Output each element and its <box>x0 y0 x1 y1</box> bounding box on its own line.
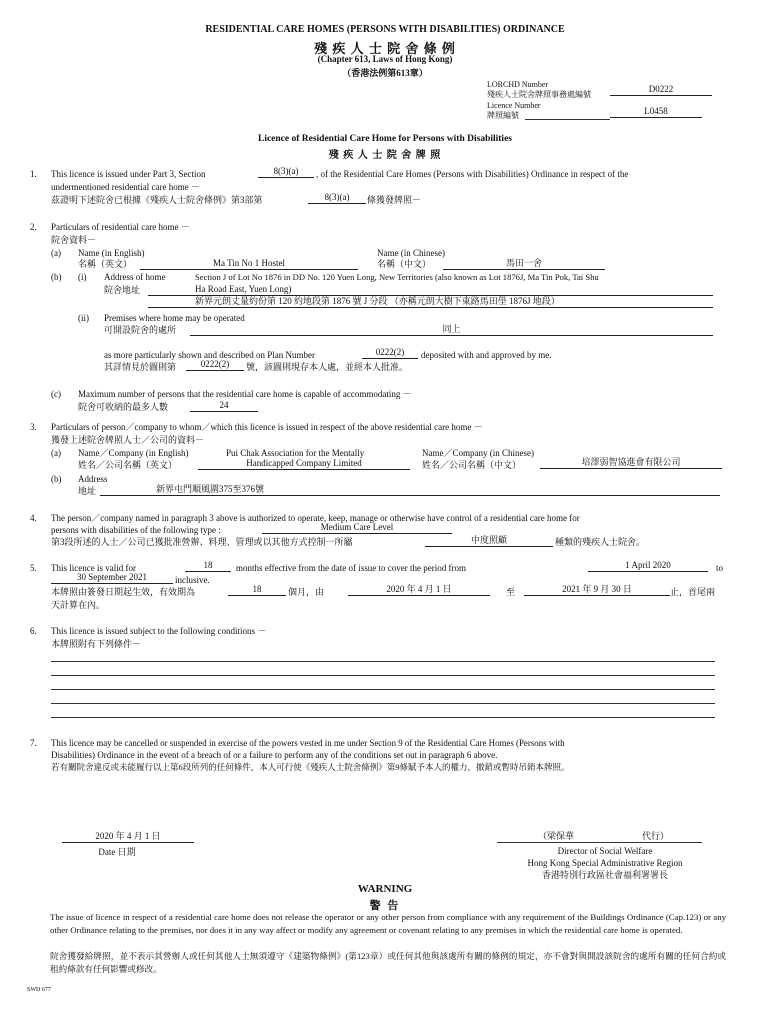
plan-text-b: deposited with and approved by me. <box>421 350 552 360</box>
signer-title-1: Director of Social Welfare <box>557 846 653 856</box>
operator-name-zh-label: Name／Company (in Chinese) <box>422 448 534 458</box>
operator-name-en-label-zh: 姓名／公司名稱（英文） <box>78 460 178 470</box>
home-address-label: Address of home <box>104 272 166 282</box>
validity-from: 1 April 2020 <box>588 560 708 572</box>
s1-text-zh-b: 條獲發牌照－ <box>367 195 422 205</box>
operator-address: 新界屯門順風圍375至376號 <box>100 484 720 496</box>
validity-months: 18 <box>185 560 231 572</box>
s1-text-zh-a: 茲證明下述院舍已根據《殘疾人士院舍條例》第3部第 <box>51 195 263 205</box>
s7-line2: Disabilities) Ordinance in the event of a breach of or a failure to perform any of the conditions set out in paragraph 6 above. <box>51 750 498 760</box>
ordinance-title-en: RESIDENTIAL CARE HOMES (PERSONS WITH DISABILITIES) ORDINANCE <box>205 24 565 35</box>
condition-line <box>51 661 715 662</box>
s2b-label: (b) <box>51 272 62 282</box>
operator-name-en-line2: Handicapped Company Limited <box>198 458 410 470</box>
operator-name-en-label: Name／Company (in English) <box>78 448 189 458</box>
chapter-en: (Chapter 613, Laws of Hong Kong) <box>317 54 453 64</box>
s1-text-b: , of the Residential Care Homes (Persons with Disabilities) Ordinance in respect of the <box>316 169 629 179</box>
s5-text-a: This licence is valid for <box>51 563 136 573</box>
s4-zh-b: 種類的殘疾人士院舍。 <box>555 537 646 547</box>
s5-zh-to: 至 <box>506 587 516 597</box>
section-2-number: 2. <box>30 222 37 232</box>
s1-section: 8(3)(a) <box>258 166 314 178</box>
section-4-number: 4. <box>30 513 37 523</box>
operator-address-label: Address <box>78 474 108 484</box>
warning-title-zh: 警 告 <box>369 900 401 912</box>
section-1-number: 1. <box>30 169 37 179</box>
section-7-number: 7. <box>30 738 37 748</box>
operator-address-label-zh: 地址 <box>78 486 97 496</box>
home-address-line1: Section J of Lot No 1876 in DD No. 120 Yuen Long, New Territories (also known as Lot 1876J, Ma Tin Pok, Tai Shu <box>195 272 599 282</box>
home-address-label-zh: 院舍地址 <box>104 285 141 295</box>
condition-line <box>51 717 715 718</box>
s4-zh-a: 第3段所述的人士／公司已獲批准營辦、料理、管理或以其他方式控制一所屬 <box>51 537 353 547</box>
s3b-label: (b) <box>51 474 62 484</box>
home-name-en-label: Name (in English) <box>78 248 145 258</box>
s1-text-a: This licence is issued under Part 3, Section <box>51 169 206 179</box>
s7-zh: 若有關院舍違反或未能履行以上第6段所列的任何條件，本人可行使《殘疾人士院舍條例》第9條賦予本人的權力，撤銷或暫時吊銷本牌照。 <box>51 762 570 772</box>
ordinance-title-zh: 殘 疾 人 士 院 舍 條 例 <box>314 41 456 56</box>
lorchd-label-en: LORCHD Number <box>487 80 549 89</box>
s4-line1: The person／company named in paragraph 3 above is authorized to operate, keep, manage or otherwise have control of a residential care home for <box>51 513 580 523</box>
plan-number: 0222(2) <box>362 347 418 359</box>
s3a-label: (a) <box>51 448 61 458</box>
max-persons-label-zh: 院舍可收納的最多人數 <box>78 402 169 412</box>
lorchd-label-zh: 殘疾人士院舍牌照事務處編號 <box>487 90 591 99</box>
plan-text-zh-a: 其詳情見於圖則第 <box>104 362 177 372</box>
s5-zh-a: 本牌照由簽發日期起生效，有效期為 <box>51 587 196 597</box>
home-name-en-label-zh: 名稱（英文） <box>78 259 133 269</box>
home-name-zh: 馬田一舍 <box>443 258 605 270</box>
plan-text-zh-b: 號，該圖則現存本人處，並經本人批准。 <box>246 362 409 372</box>
validity-months-zh: 18 <box>228 584 286 596</box>
condition-line <box>51 703 715 704</box>
s2-title-zh: 院舍資料－ <box>51 235 97 245</box>
signer-name: （梁保華 <box>538 831 575 841</box>
validity-until-zh: 2021 年 9 月 30 日 <box>524 584 670 596</box>
warning-text-en: The issue of licence in respect of a residential care home does not release the operator or any other person from compliance with any requirement of the Buildings Ordinance (Cap.123) or any other Ordinance relating to the premises, nor does it in any way affect or modify any agreement or covenant relating to any premises in which the residential care home is operated. <box>50 912 726 935</box>
issue-date-label: Date 日期 <box>98 847 136 857</box>
s2bii-label: (ii) <box>78 313 89 323</box>
section-5-number: 5. <box>30 563 37 573</box>
section-3-number: 3. <box>30 422 37 432</box>
signer-title-3: 香港特別行政區社會福利署署長 <box>541 870 668 880</box>
s2bi-label: (i) <box>78 272 87 282</box>
condition-line <box>51 689 715 690</box>
s3-title-zh: 獲發上述院舍牌照人士／公司的資料－ <box>51 435 205 445</box>
home-address-line2: Ha Road East, Yuen Long) <box>148 284 713 296</box>
home-name-zh-label-zh: 名稱（中文） <box>377 259 432 269</box>
premises-label: Premises where home may be operated <box>104 313 245 323</box>
s7-line1: This licence may be cancelled or suspended in exercise of the powers vested in me under Section 9 of the Residential Care Homes (Persons with <box>51 738 565 748</box>
section-6-number: 6. <box>30 626 37 636</box>
plan-number-zh: 0222(2) <box>186 359 244 371</box>
s5-text-b: months effective from the date of issue to cover the period from <box>236 563 467 573</box>
s6-title: This licence is issued subject to the following conditions － <box>51 626 267 636</box>
s5-inclusive: inclusive. <box>175 575 210 585</box>
s2-title: Particulars of residential care home － <box>51 222 190 232</box>
s1-text-c: undermentioned residential care home － <box>51 182 200 192</box>
chapter-zh: （香港法例第613章） <box>342 68 428 78</box>
licence-number-rule <box>525 119 610 120</box>
s5-zh-d: 天計算在內。 <box>51 600 106 610</box>
care-type-zh: 中度照顧 <box>425 535 553 547</box>
licence-title-en: Licence of Residential Care Home for Persons with Disabilities <box>257 134 512 144</box>
licence-number: L0458 <box>610 106 702 118</box>
premises-label-zh: 可開設院舍的處所 <box>104 325 177 335</box>
issue-date: 2020 年 4 月 1 日 <box>62 831 194 843</box>
s4-line2: persons with disabilities of the following type : <box>51 525 221 535</box>
s5-zh-b: 個月，由 <box>288 587 325 597</box>
form-code: SWD 677 <box>27 987 51 993</box>
validity-from-zh: 2020 年 4 月 1 日 <box>348 584 490 596</box>
warning-text-zh: 院舍獲發給牌照，並不表示其營辦人或任何其他人士無須遵守《建築物條例》(第123章）或任何其他與該處所有關的條例的規定，亦不會對與開設該院舍的處所有關的任何合約或租約條款有任何影響或修改。 <box>50 951 726 974</box>
validity-until: 30 September 2021 <box>51 572 173 584</box>
home-name-zh-label: Name (in Chinese) <box>377 248 445 258</box>
s5-to: to <box>716 563 724 573</box>
operator-name-zh: 培澤弱智協進會有限公司 <box>540 457 722 469</box>
s2a-label: (a) <box>51 248 61 258</box>
licence-label-zh: 牌照編號 <box>487 111 519 120</box>
premises-value: 同上 <box>190 324 713 336</box>
s5-zh-c: 止，首尾兩 <box>670 587 716 597</box>
operator-name-zh-label-zh: 姓名／公司名稱（中文） <box>422 460 522 470</box>
max-persons-label: Maximum number of persons that the residential care home is capable of accommodating － <box>78 389 412 399</box>
licence-label-en: Licence Number <box>487 101 541 110</box>
signature-line <box>497 842 702 843</box>
lorchd-number: D0222 <box>610 84 712 96</box>
signer-title-2: Hong Kong Special Administrative Region <box>527 858 683 868</box>
signer-for: 代行） <box>642 831 670 841</box>
s3-title: Particulars of person／company to whom／which this licence is issued in respect of the above residential care home － <box>51 422 483 432</box>
condition-line <box>51 675 715 676</box>
s1-section-zh: 8(3)(a) <box>308 192 366 204</box>
licence-title-zh: 殘 疾 人 士 院 舍 牌 照 <box>328 150 442 161</box>
max-persons-value: 24 <box>190 400 258 412</box>
s2c-label: (c) <box>51 389 61 399</box>
home-name-en: Ma Tin No 1 Hostel <box>140 258 358 270</box>
plan-text-a: as more particularly shown and described on Plan Number <box>104 350 315 360</box>
operator-name-en-line1: Pui Chak Association for the Mentally <box>226 448 365 458</box>
care-type-en: Medium Care Level <box>262 522 452 534</box>
s6-title-zh: 本牌照附有下列條件－ <box>51 639 142 649</box>
warning-title-en: WARNING <box>357 883 413 895</box>
home-address-zh: 新界元朗丈量約份第 120 約地段第 1876 號 J 分段 （亦稱元朗大樹下東路馬田壆 1876J 地段） <box>148 296 713 308</box>
